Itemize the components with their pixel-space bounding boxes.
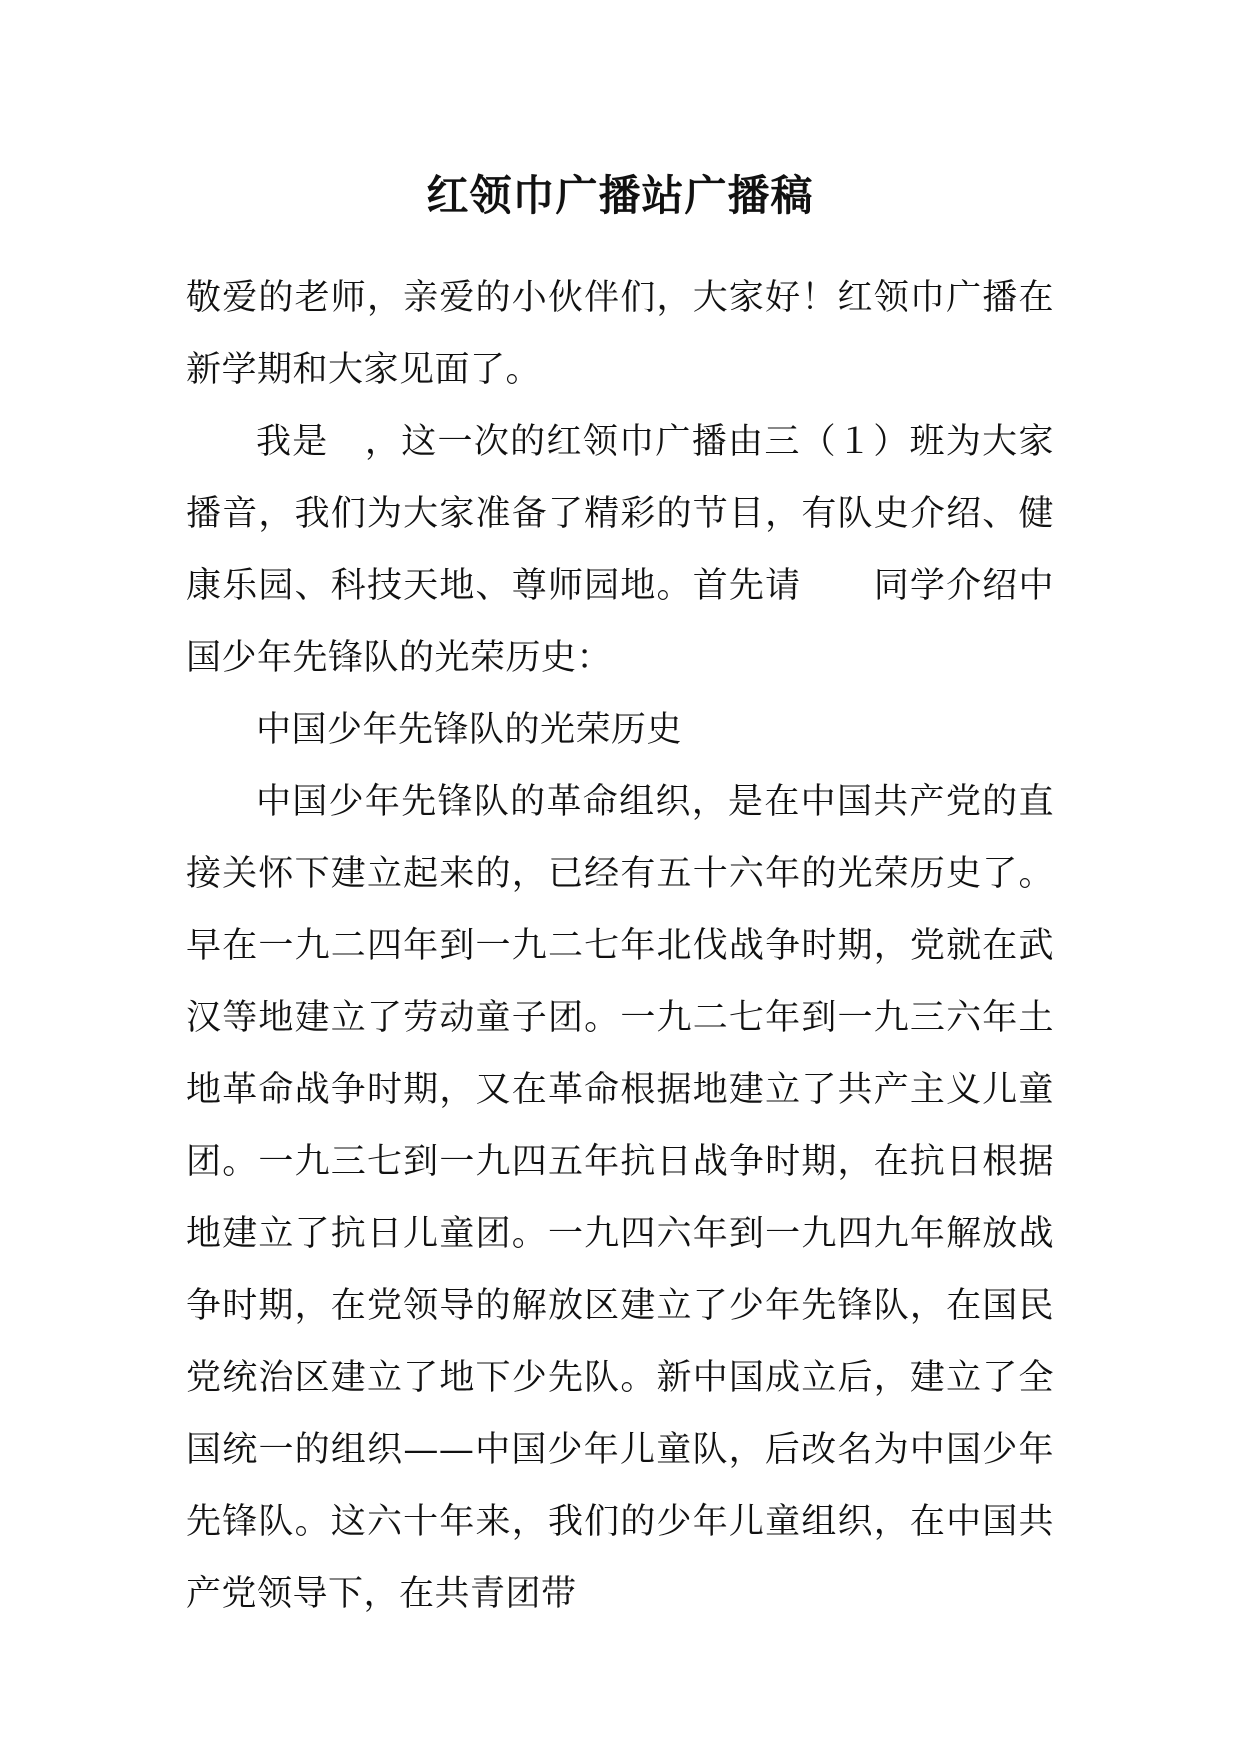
- introduction-paragraph: 我是 ，这一次的红领巾广播由三（１）班为大家播音，我们为大家准备了精彩的节目，有队史介绍、健康乐园、科技天地、尊师园地。首先请 同学介绍中国少年先锋队的光荣历史：: [186, 422, 1054, 678]
- history-paragraph: 中国少年先锋队的革命组织，是在中国共产党的直接关怀下建立起来的，已经有五十六年的光荣历史了。早在一九二四年到一九二七年北伐战争时期，党就在武汉等地建立了劳动童子团。一九二七年到一九三六年土地革命战争时期，又在革命根据地建立了共产主义儿童团。一九三七到一九四五年抗日战争时期，在抗日根据地建立了抗日儿童团。一九四六年到一九四九年解放战争时期，在党领导的解放区建立了少年先锋队，在国民党统治区建立了地下少先队。新中国成立后，建立了全国统一的组织——中国少年儿童队，后改名为中国少年先锋队。这六十年来，我们的少年儿童组织，在中国共产党领导下，在共青团带: [186, 782, 1054, 1614]
- section-heading: 中国少年先锋队的光荣历史: [256, 710, 683, 750]
- greeting-paragraph: 敬爱的老师，亲爱的小伙伴们，大家好！红领巾广播在新学期和大家见面了。: [186, 278, 1054, 390]
- document-body: [186, 262, 1054, 1630]
- document-title: 红领巾广播站广播稿: [426, 171, 814, 220]
